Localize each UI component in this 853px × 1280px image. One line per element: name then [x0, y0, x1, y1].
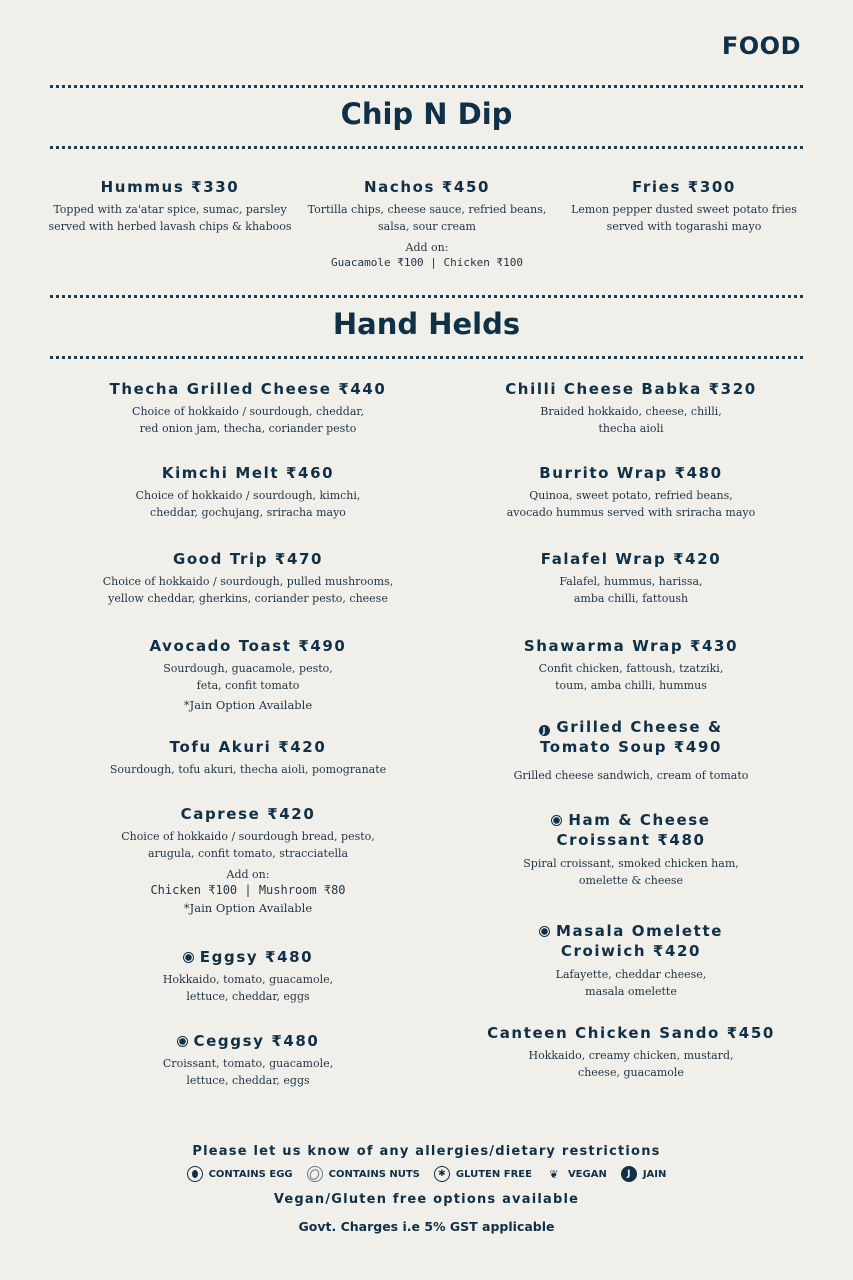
item-title: Fries ₹300 — [632, 178, 736, 196]
item-title-row — [58, 1032, 438, 1050]
menu-item-falafel-wrap — [441, 550, 821, 607]
menu-item-chilli-cheese-babka — [441, 380, 821, 437]
item-title: Good Trip ₹470 — [172, 550, 324, 568]
title-line — [441, 921, 821, 941]
menu-item-hummus — [40, 178, 300, 235]
item-description — [58, 660, 438, 694]
menu-item-masala-omelette-croiwich — [441, 921, 821, 1000]
divider — [50, 295, 803, 298]
item-description — [40, 201, 300, 235]
desc-line: Grilled cheese sandwich, cream of tomato — [513, 769, 749, 782]
egg-icon — [177, 1036, 188, 1047]
item-title: Nachos ₹450 — [363, 178, 491, 196]
desc-line: omelette & cheese — [578, 874, 684, 887]
allergy-notice: Please let us know of any allergies/dietary restrictions — [192, 1144, 661, 1159]
desc-line: lettuce, cheddar, eggs — [186, 1074, 310, 1087]
legend-label: CONTAINS NUTS — [328, 1168, 420, 1180]
jain-option-note: *Jain Option Available — [183, 698, 313, 712]
item-title: Burrito Wrap ₹480 — [539, 464, 723, 482]
gst-notice: Govt. Charges i.e 5% GST applicable — [298, 1219, 555, 1234]
desc-line: Sourdough, guacamole, pesto, — [163, 662, 333, 675]
menu-item-good-trip — [58, 550, 438, 607]
item-title: Chilli Cheese Babka ₹320 — [505, 380, 757, 398]
addon-options: Guacamole ₹100 | Chicken ₹100 — [330, 256, 524, 269]
brand-title: FOOD — [721, 32, 801, 60]
egg-icon — [551, 815, 562, 826]
egg-icon — [183, 952, 194, 963]
item-description — [58, 487, 438, 521]
legend-jain — [621, 1166, 667, 1182]
divider — [50, 356, 803, 359]
item-description — [441, 660, 821, 694]
section-title-hand-helds: Hand Helds — [332, 307, 521, 341]
menu-item-fries — [554, 178, 814, 235]
desc-line: Sourdough, tofu akuri, thecha aioli, pomogranate — [109, 763, 387, 776]
title-text: Grilled Cheese & — [556, 718, 723, 736]
desc-line: lettuce, cheddar, eggs — [186, 990, 310, 1003]
desc-line: Confit chicken, fattoush, tzatziki, — [538, 662, 724, 675]
item-description — [441, 767, 821, 784]
title-line: Croiwich ₹420 — [560, 942, 702, 960]
dietary-legend — [0, 1166, 853, 1182]
egg-icon — [187, 1166, 203, 1182]
title-text: Masala Omelette — [556, 922, 723, 940]
item-description — [441, 966, 821, 1000]
desc-line: Tortilla chips, cheese sauce, refried beans, — [307, 203, 547, 216]
item-description — [58, 1055, 438, 1089]
legend-gluten-free — [434, 1166, 532, 1182]
desc-line: cheese, guacamole — [578, 1066, 684, 1079]
desc-line: arugula, confit tomato, stracciatella — [147, 847, 349, 860]
wheat-icon: ✱ — [434, 1166, 450, 1182]
legend-label: VEGAN — [567, 1168, 607, 1180]
item-title: Kimchi Melt ₹460 — [161, 464, 335, 482]
desc-line: Lafayette, cheddar cheese, — [555, 968, 707, 981]
legend-label: JAIN — [642, 1168, 667, 1180]
desc-line: Hokkaido, tomato, guacamole, — [162, 973, 334, 986]
title-line — [441, 717, 821, 737]
desc-line: cheddar, gochujang, sriracha mayo — [150, 506, 346, 519]
jain-icon: J — [621, 1166, 637, 1182]
desc-line: Choice of hokkaido / sourdough, kimchi, — [135, 489, 361, 502]
desc-line: served with herbed lavash chips & khaboos — [48, 220, 292, 233]
desc-line: amba chilli, fattoush — [573, 592, 689, 605]
item-title-row — [58, 948, 438, 966]
item-description — [58, 403, 438, 437]
item-description — [58, 573, 438, 607]
item-description — [297, 201, 557, 235]
menu-item-eggsy — [58, 948, 438, 1005]
desc-line: Hokkaido, creamy chicken, mustard, — [528, 1049, 734, 1062]
menu-item-kimchi-melt — [58, 464, 438, 521]
desc-line: Topped with za'atar spice, sumac, parsley — [53, 203, 287, 216]
item-title: Caprese ₹420 — [180, 805, 316, 823]
item-title: Ceggsy ₹480 — [193, 1032, 320, 1050]
desc-line: thecha aioli — [598, 422, 664, 435]
item-description — [554, 201, 814, 235]
legend-label: CONTAINS EGG — [208, 1168, 293, 1180]
desc-line: Spiral croissant, smoked chicken ham, — [523, 857, 739, 870]
jain-icon: J — [539, 725, 550, 736]
item-title — [441, 810, 821, 850]
leaf-icon: ❦ — [549, 1167, 559, 1181]
item-description — [441, 855, 821, 889]
desc-line: Choice of hokkaido / sourdough bread, pesto, — [121, 830, 375, 843]
legend-contains-egg — [187, 1166, 293, 1182]
desc-line: masala omelette — [585, 985, 677, 998]
divider — [50, 146, 803, 149]
desc-line: salsa, sour cream — [378, 220, 476, 233]
item-description — [441, 403, 821, 437]
desc-line: Lemon pepper dusted sweet potato fries — [571, 203, 797, 216]
vegan-gluten-free-notice: Vegan/Gluten free options available — [273, 1192, 580, 1207]
title-line: Croissant ₹480 — [556, 831, 706, 849]
item-description — [441, 1047, 821, 1081]
egg-icon — [539, 926, 550, 937]
menu-item-caprese — [58, 805, 438, 915]
desc-line: Quinoa, sweet potato, refried beans, — [529, 489, 733, 502]
divider — [50, 85, 803, 88]
addon-label: Add on: — [226, 868, 270, 881]
desc-line: avocado hummus served with sriracha mayo — [506, 506, 756, 519]
item-title — [441, 717, 821, 757]
desc-line: yellow cheddar, gherkins, coriander pesto, cheese — [108, 592, 388, 605]
legend-contains-nuts — [307, 1166, 420, 1182]
menu-item-tofu-akuri — [58, 738, 438, 778]
item-description — [441, 487, 821, 521]
section-title-chip-n-dip: Chip N Dip — [340, 97, 513, 131]
item-title: Shawarma Wrap ₹430 — [523, 637, 739, 655]
menu-item-thecha-grilled-cheese — [58, 380, 438, 437]
title-line — [441, 810, 821, 830]
item-description — [58, 971, 438, 1005]
desc-line: feta, confit tomato — [196, 679, 300, 692]
menu-item-grilled-cheese-tomato-soup — [441, 717, 821, 784]
title-line: Tomato Soup ₹490 — [539, 738, 723, 756]
item-title: Eggsy ₹480 — [199, 948, 314, 966]
item-title — [441, 921, 821, 961]
item-title: Avocado Toast ₹490 — [149, 637, 347, 655]
desc-line: toum, amba chilli, hummus — [555, 679, 707, 692]
item-description — [58, 828, 438, 862]
menu-item-shawarma-wrap — [441, 637, 821, 694]
legend-vegan — [546, 1166, 607, 1182]
menu-item-avocado-toast — [58, 637, 438, 712]
legend-label: GLUTEN FREE — [455, 1168, 532, 1180]
addon-label: Add on: — [405, 241, 449, 254]
menu-item-canteen-chicken-sando — [441, 1024, 821, 1081]
addon-options: Chicken ₹100 | Mushroom ₹80 — [150, 883, 346, 897]
item-title: Tofu Akuri ₹420 — [169, 738, 327, 756]
desc-line: Braided hokkaido, cheese, chilli, — [540, 405, 722, 418]
item-title: Hummus ₹330 — [100, 178, 240, 196]
desc-line: red onion jam, thecha, coriander pesto — [139, 422, 357, 435]
item-description — [441, 573, 821, 607]
menu-item-nachos — [297, 178, 557, 269]
menu-item-ceggsy — [58, 1032, 438, 1089]
item-title: Thecha Grilled Cheese ₹440 — [109, 380, 387, 398]
menu-item-burrito-wrap — [441, 464, 821, 521]
title-text: Ham & Cheese — [568, 811, 711, 829]
desc-line: Falafel, hummus, harissa, — [559, 575, 703, 588]
item-description — [58, 761, 438, 778]
menu-item-ham-cheese-croissant — [441, 810, 821, 889]
desc-line: Croissant, tomato, guacamole, — [162, 1057, 334, 1070]
desc-line: Choice of hokkaido / sourdough, cheddar, — [132, 405, 364, 418]
item-title: Falafel Wrap ₹420 — [540, 550, 722, 568]
desc-line: served with togarashi mayo — [606, 220, 762, 233]
jain-option-note: *Jain Option Available — [183, 901, 313, 915]
desc-line: Choice of hokkaido / sourdough, pulled mushrooms, — [102, 575, 394, 588]
item-title: Canteen Chicken Sando ₹450 — [487, 1024, 775, 1042]
nut-icon — [307, 1166, 323, 1182]
